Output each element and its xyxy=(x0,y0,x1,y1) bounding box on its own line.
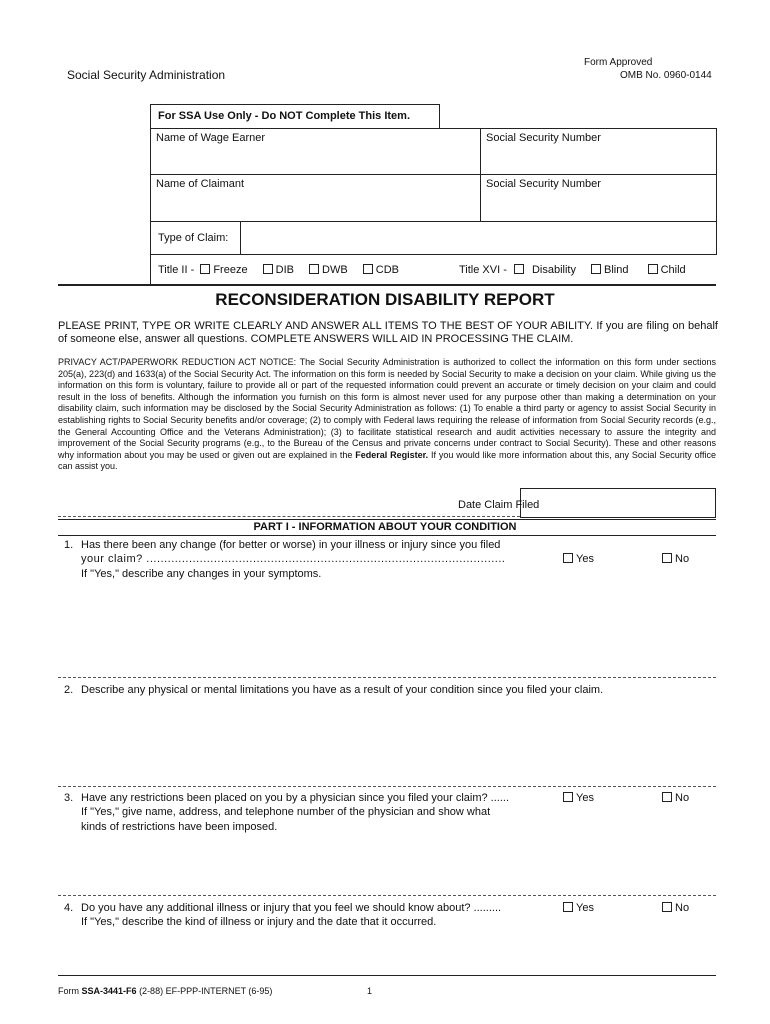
form-suffix: (2-88) EF-PPP-INTERNET (6-95) xyxy=(139,986,273,996)
q1-line1: Has there been any change (for better or worse) in your illness or injury since you filed xyxy=(81,539,501,551)
q1-yes[interactable]: Yes xyxy=(563,553,594,565)
part1-top-rule xyxy=(58,519,716,520)
part1-heading-rule xyxy=(58,535,716,536)
checkbox[interactable] xyxy=(591,264,601,274)
agency-name: Social Security Administration xyxy=(67,68,226,82)
title2-option-cdb[interactable]: CDB xyxy=(363,264,399,276)
claim-type-label: Type of Claim: xyxy=(158,232,229,244)
section-rule xyxy=(58,284,716,286)
title16-group xyxy=(459,264,686,276)
part1-heading: PART I - INFORMATION ABOUT YOUR CONDITION xyxy=(253,521,517,533)
q1-no[interactable]: No xyxy=(662,553,689,565)
q2-number: 2. xyxy=(64,684,74,696)
form-approved-label: Form Approved xyxy=(584,57,653,68)
page-number: 1 xyxy=(367,986,373,996)
checkbox[interactable] xyxy=(363,264,373,274)
title16-label: Title XVI - xyxy=(459,264,507,276)
title16-option-child[interactable]: Child xyxy=(648,264,686,276)
title2-option-dwb[interactable]: DWB xyxy=(309,264,348,276)
q1-answer-field[interactable] xyxy=(81,584,715,674)
title2-option-dib[interactable]: DIB xyxy=(263,264,294,276)
title16-option-disability[interactable]: Disability xyxy=(514,264,576,276)
checkbox[interactable] xyxy=(563,902,573,912)
checkbox[interactable] xyxy=(662,902,672,912)
title-row-left-border xyxy=(150,255,151,284)
q3-number: 3. xyxy=(64,792,74,804)
title16-option-blind[interactable]: Blind xyxy=(591,264,628,276)
q1-number: 1. xyxy=(64,539,74,551)
q4-answer-field[interactable] xyxy=(81,932,715,972)
q2-line1: Describe any physical or mental limitations you have as a result of your condition since you filed your claim. xyxy=(81,684,604,696)
omb-number: OMB No. 0960-0144 xyxy=(620,70,712,81)
q3-line1: Have any restrictions been placed on you by a physician since you filed your claim? ...... xyxy=(81,792,510,804)
grid-row-divider xyxy=(150,174,717,175)
claimant-label: Name of Claimant xyxy=(156,178,245,190)
form-id: SSA-3441-F6 xyxy=(81,986,137,996)
dotted-rule xyxy=(58,516,520,517)
report-title: RECONSIDERATION DISABILITY REPORT xyxy=(215,290,555,309)
q4-line2: If "Yes," describe the kind of illness or injury and the date that it occurred. xyxy=(81,916,437,928)
checkbox[interactable] xyxy=(263,264,273,274)
q4-no[interactable]: No xyxy=(662,902,689,914)
privacy-notice xyxy=(58,357,716,473)
ssa-use-title: For SSA Use Only - Do NOT Complete This Item. xyxy=(158,110,411,122)
title2-option-freeze[interactable]: Freeze xyxy=(200,264,247,276)
checkbox[interactable] xyxy=(662,792,672,802)
ssn-label-1: Social Security Number xyxy=(486,132,601,144)
checkbox[interactable] xyxy=(648,264,658,274)
date-claim-filed-label: Date Claim Filed xyxy=(458,499,540,511)
q3-rule xyxy=(58,895,716,896)
title2-group xyxy=(158,264,399,276)
privacy-tail: If you would like more information about this, any Social Security office can assist you. xyxy=(58,449,716,472)
checkbox[interactable] xyxy=(514,264,524,274)
q4-yes[interactable]: Yes xyxy=(563,902,594,914)
claim-type-divider xyxy=(240,222,241,255)
footer-rule xyxy=(58,975,716,976)
q1-rule xyxy=(58,677,716,678)
privacy-text: PRIVACY ACT/PAPERWORK REDUCTION ACT NOTICE: The Social Security Administration is authorized to collect the information on this form under sections 205(a), 223(d) and 1633(a) of the Social Security Act. The information on this form is needed by Social Security to make a decision on your claim. While giving us the information on this form is voluntary, failure to provide all or part of the requested information could prevent an accurate or timely decision on your claim and could result in the loss of benefits. Although the information you furnish on this form is almost never used for any purpose other than making a determination on your disability claim, such information may be disclosed by the Social Security Administration as follows: (1) To enable a third party or agency to assist Social Security in establishing rights to Social Security benefits and/or coverage; (2) to comply with Federal laws requiring the release of information from Social Security records (e.g., the General Accounting Office and the Veterans Administration); (3) to facilitate statistical research and audit activities necessary to assure the integrity and improvement of the Social Security programs (e.g., to the Bureau of the Census and private concerns under contract to Social Security). These and other reasons why information about you may be used or given out are explained in the xyxy=(58,357,716,460)
federal-register: Federal Register. xyxy=(355,449,429,460)
q1-line3: If "Yes," describe any changes in your symptoms. xyxy=(81,568,322,580)
form-number xyxy=(58,986,272,998)
checkbox[interactable] xyxy=(662,553,672,563)
ssn-field-1[interactable] xyxy=(486,148,710,170)
grid-divider xyxy=(480,128,481,222)
ssa-use-section xyxy=(150,104,717,284)
date-claim-filed-field[interactable] xyxy=(524,492,712,514)
checkbox[interactable] xyxy=(563,553,573,563)
q2-answer-field[interactable] xyxy=(81,700,715,782)
q4-number: 4. xyxy=(64,902,74,914)
wage-earner-label: Name of Wage Earner xyxy=(156,132,266,144)
claimant-field[interactable] xyxy=(156,194,474,218)
q3-line2: If "Yes," give name, address, and telephone number of the physician and show what xyxy=(81,806,491,818)
q2-rule xyxy=(58,786,716,787)
q3-answer-field[interactable] xyxy=(81,837,715,892)
checkbox[interactable] xyxy=(563,792,573,802)
checkbox[interactable] xyxy=(309,264,319,274)
title2-label: Title II - xyxy=(158,264,195,276)
ssn-label-2: Social Security Number xyxy=(486,178,601,190)
claim-type-field[interactable] xyxy=(246,226,710,252)
q3-no[interactable]: No xyxy=(662,792,689,804)
q3-yes[interactable]: Yes xyxy=(563,792,594,804)
instructions: PLEASE PRINT, TYPE OR WRITE CLEARLY AND ANSWER ALL ITEMS TO THE BEST OF YOUR ABILITY. If you are filing on behalf of someone else, answer all questions. COMPLETE ANSWERS WILL AID IN PROCESSING THE CLAIM. xyxy=(58,320,718,345)
q4-line1: Do you have any additional illness or injury that you feel we should know about? ......... xyxy=(81,902,502,914)
checkbox[interactable] xyxy=(200,264,210,274)
form-prefix: Form xyxy=(58,986,79,996)
q1-line2: your claim? ..................................................................................................... xyxy=(81,553,506,565)
wage-earner-field[interactable] xyxy=(156,148,474,170)
ssn-field-2[interactable] xyxy=(486,194,710,218)
q3-line3: kinds of restrictions have been imposed. xyxy=(81,821,278,833)
